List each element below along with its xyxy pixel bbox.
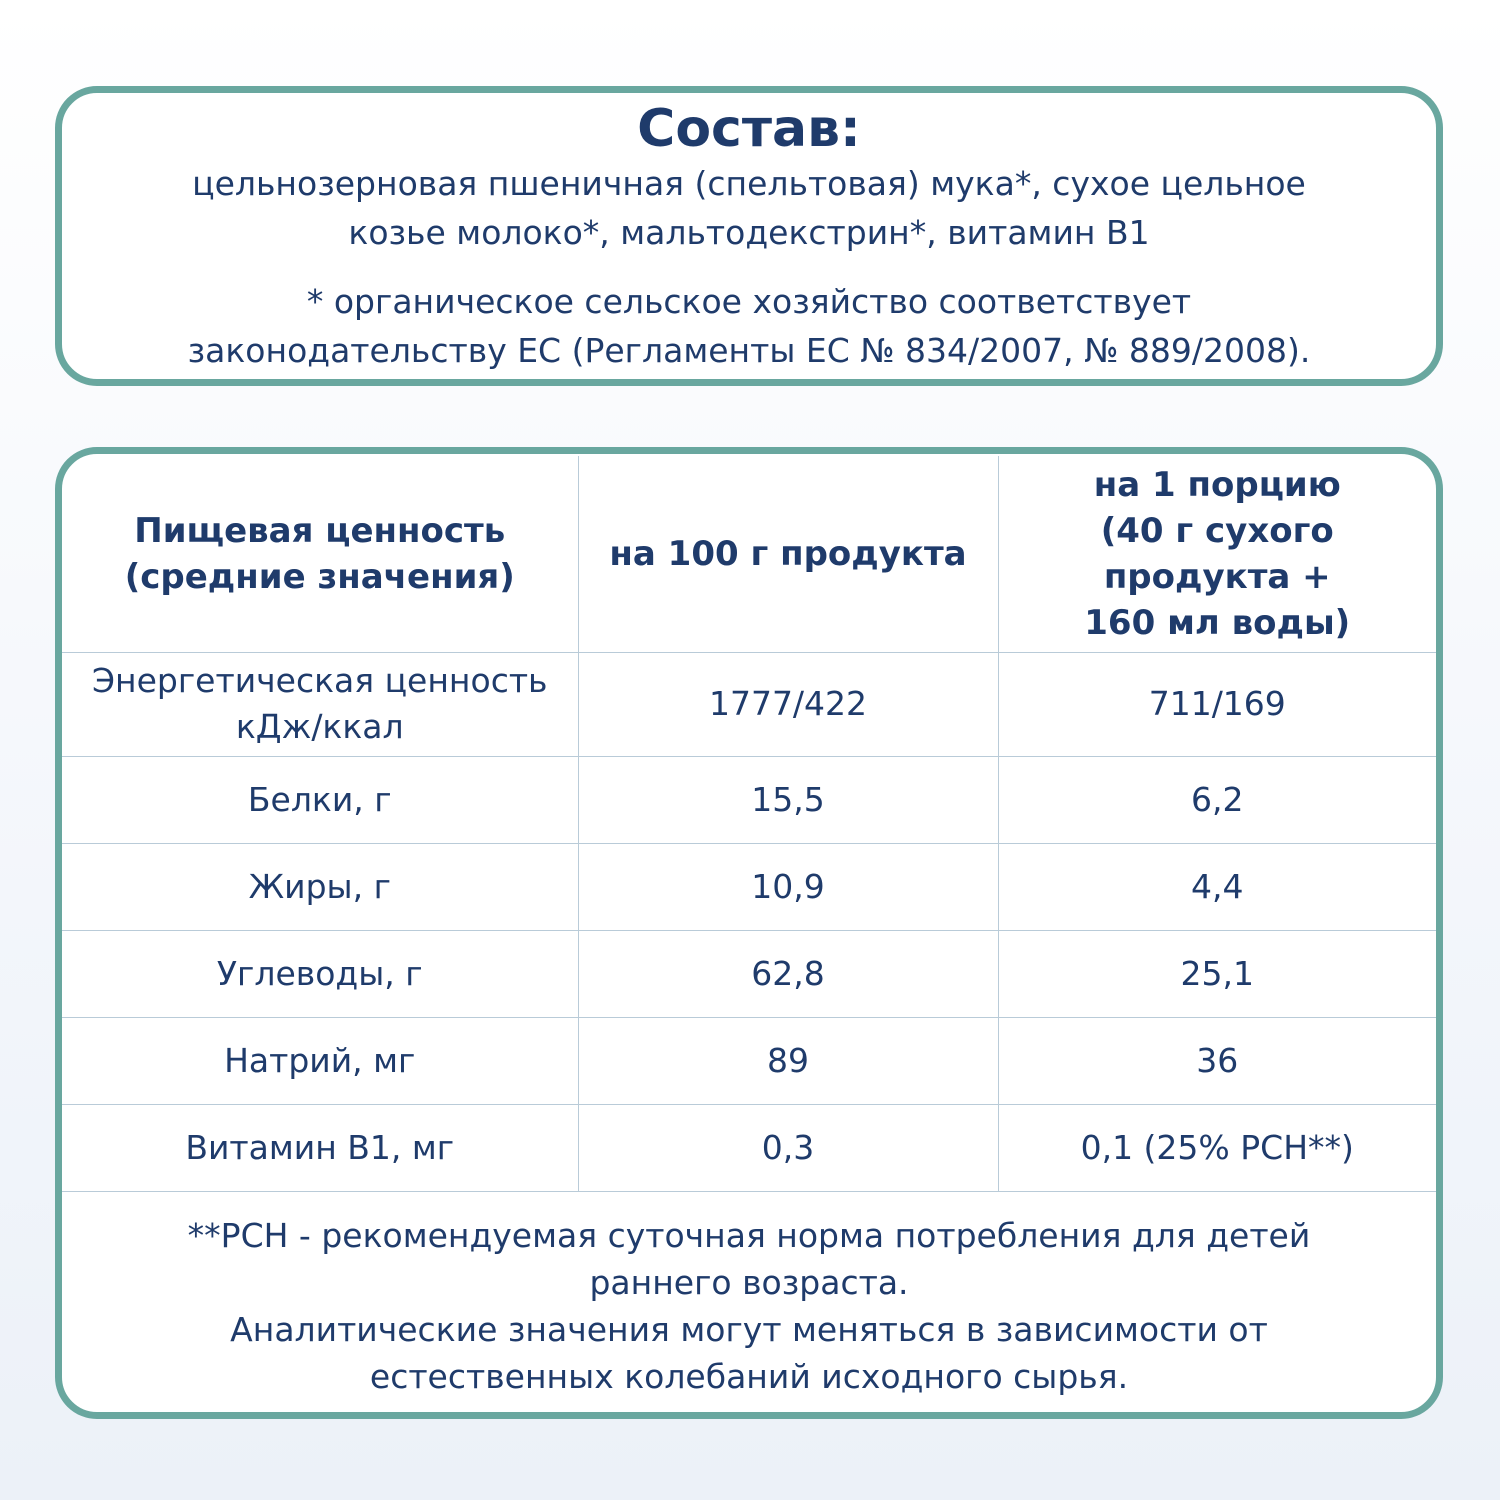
footnote-line: естественных колебаний исходного сырья. [369, 1356, 1129, 1396]
composition-panel [55, 86, 1443, 386]
row-label: Натрий, мг [62, 1017, 578, 1104]
table-row [62, 843, 1436, 930]
value-per-100g: 0,3 [578, 1104, 998, 1191]
header-per-100g: на 100 г продукта [578, 456, 998, 652]
row-label: Углеводы, г [62, 930, 578, 1017]
table-row [62, 1104, 1436, 1191]
label-line: кДж/ккал [235, 707, 404, 746]
footnote-line: Аналитические значения могут меняться в зависимости от [230, 1309, 1268, 1349]
table-row [62, 652, 1436, 756]
composition-line: цельнозерновая пшеничная (спельтовая) мука*, сухое цельное [192, 164, 1306, 203]
footnote-line: раннего возраста. [589, 1262, 909, 1302]
footnotes [62, 1192, 1436, 1400]
nutrition-panel [55, 447, 1443, 1419]
row-label [62, 652, 578, 756]
nutrition-table [62, 456, 1436, 1192]
header-line: Пищевая ценность [134, 510, 506, 551]
header-per-portion [998, 456, 1436, 652]
value-per-portion: 36 [998, 1017, 1436, 1104]
header-line: продукта + [1103, 556, 1331, 597]
table-row [62, 756, 1436, 843]
composition-line: козье молоко*, мальтодекстрин*, витамин B1 [348, 213, 1150, 252]
composition-title: Состав: [637, 99, 861, 159]
value-per-100g: 62,8 [578, 930, 998, 1017]
value-per-portion: 6,2 [998, 756, 1436, 843]
value-per-100g: 15,5 [578, 756, 998, 843]
table-header-row [62, 456, 1436, 652]
footnote-line: **РСН - рекомендуемая суточная норма потребления для детей [187, 1215, 1311, 1255]
value-per-portion: 711/169 [998, 652, 1436, 756]
row-label: Белки, г [62, 756, 578, 843]
value-per-portion: 4,4 [998, 843, 1436, 930]
composition-spacer [62, 257, 1436, 277]
table-row [62, 930, 1436, 1017]
organic-note-line: законодательству ЕС (Регламенты ЕС № 834/2007, № 889/2008). [187, 331, 1311, 370]
header-line: 160 мл воды) [1084, 602, 1351, 643]
row-label: Витамин B1, мг [62, 1104, 578, 1191]
value-per-100g: 10,9 [578, 843, 998, 930]
label-line: Энергетическая ценность [91, 661, 548, 700]
header-line: (средние значения) [124, 556, 515, 597]
value-per-100g: 1777/422 [578, 652, 998, 756]
value-per-portion: 0,1 (25% РСН**) [998, 1104, 1436, 1191]
header-line: на 1 порцию [1093, 464, 1341, 505]
value-per-portion: 25,1 [998, 930, 1436, 1017]
table-row [62, 1017, 1436, 1104]
organic-note-line: * органическое сельское хозяйство соответствует [306, 282, 1192, 321]
row-label: Жиры, г [62, 843, 578, 930]
header-line: (40 г сухого [1100, 510, 1334, 551]
value-per-100g: 89 [578, 1017, 998, 1104]
header-nutritional-value [62, 456, 578, 652]
